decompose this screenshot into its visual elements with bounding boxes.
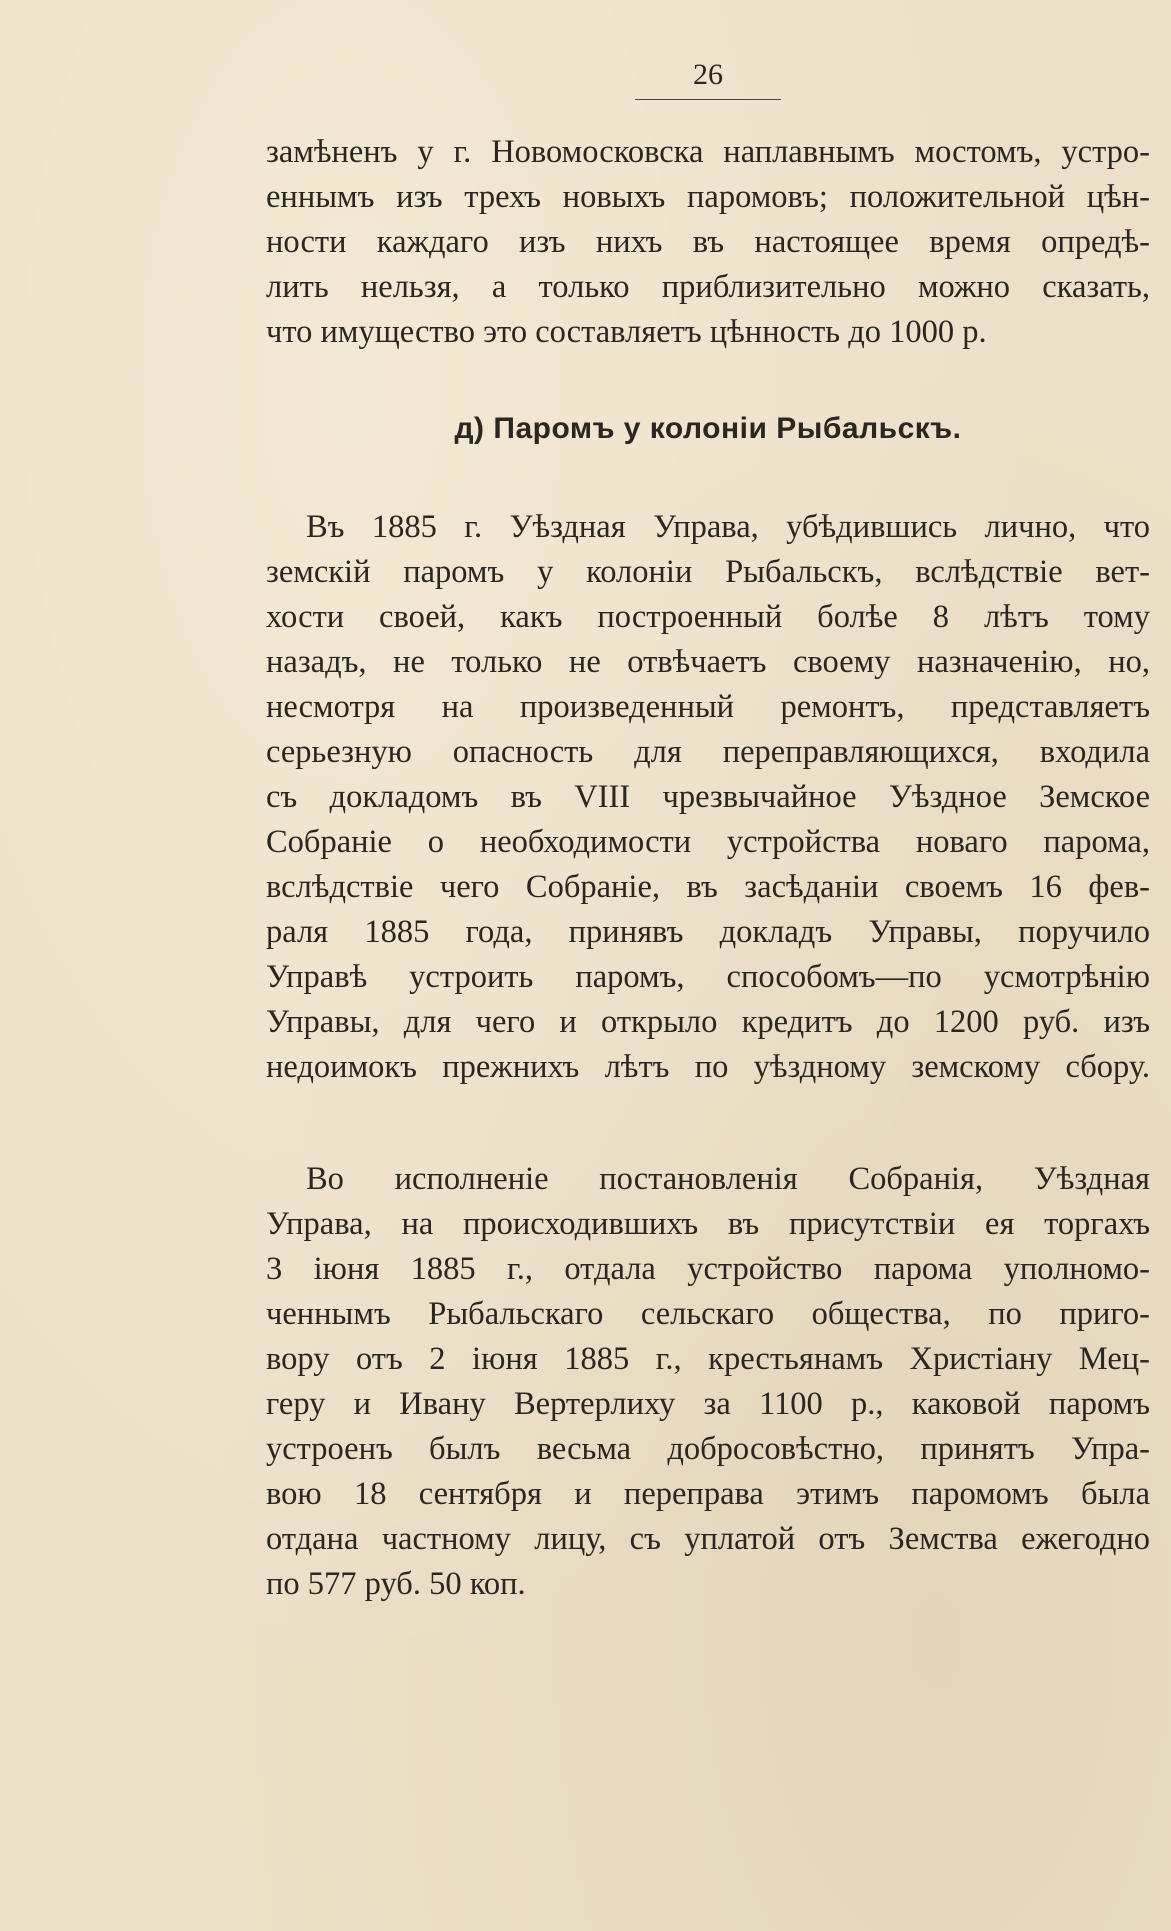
text-line: геру и Ивану Вертерлиху за 1100 р., каковой паромъ xyxy=(266,1386,1150,1422)
text-line: по 577 руб. 50 коп. xyxy=(266,1566,526,1602)
text-line: земскій паромъ у колоніи Рыбальскъ, вслѣдствіе вет- xyxy=(266,554,1150,590)
text-line: Управы, для чего и открыло кредитъ до 1200 руб. изъ xyxy=(266,1004,1150,1040)
text-line: вслѣдствіе чего Собраніе, въ засѣданіи своемъ 16 фев- xyxy=(266,869,1150,905)
text-line: Собраніе о необходимости устройства новаго парома, xyxy=(266,824,1150,860)
text-line: серьезную опасность для переправляющихся, входила xyxy=(266,734,1150,770)
text-line: ности каждаго изъ нихъ въ настоящее время опредѣ- xyxy=(266,224,1150,260)
text-line: несмотря на произведенный ремонтъ, представляетъ xyxy=(266,689,1150,725)
text-line: съ докладомъ въ VIII чрезвычайное Уѣздное Земское xyxy=(266,779,1150,815)
paragraph-ferry-report xyxy=(266,505,1150,1090)
section-heading: д) Паромъ у колоніи Рыбальскъ. xyxy=(454,412,962,445)
text-line: что имущество это составляетъ цѣнность до 1000 р. xyxy=(266,314,987,350)
text-line: устроенъ былъ весьма добросовѣстно, принятъ Упра- xyxy=(266,1431,1150,1467)
page-number: 26 xyxy=(693,58,723,91)
text-line: лить нельзя, а только приблизительно можно сказать, xyxy=(266,269,1150,305)
text-line: назадъ, не только не отвѣчаетъ своему назначенію, но, xyxy=(266,644,1150,680)
text-line: хости своей, какъ построенный болѣе 8 лѣтъ тому xyxy=(266,599,1150,635)
text-line: замѣненъ у г. Новомосковска наплавнымъ мостомъ, устро- xyxy=(266,134,1150,170)
text-line: Во исполненіе постановленія Собранія, Уѣздная xyxy=(306,1161,1150,1197)
text-line: раля 1885 года, принявъ докладъ Управы, поручило xyxy=(266,914,1150,950)
text-line: отдана частному лицу, съ уплатой отъ Земства ежегодно xyxy=(266,1521,1150,1557)
text-line: недоимокъ прежнихъ лѣтъ по уѣздному земскому сбору. xyxy=(266,1049,1150,1085)
text-line: Управа, на происходившихъ въ присутствіи ея торгахъ xyxy=(266,1206,1150,1242)
text-line: ченнымъ Рыбальскаго сельскаго общества, по приго- xyxy=(266,1296,1150,1332)
text-line: вою 18 сентября и переправа этимъ паромомъ была xyxy=(266,1476,1150,1512)
text-line: Въ 1885 г. Уѣздная Управа, убѣдившись лично, что xyxy=(306,509,1150,545)
page-number-rule xyxy=(635,99,781,100)
text-line: Управѣ устроить паромъ, способомъ—по усмотрѣнію xyxy=(266,959,1150,995)
paragraph-execution xyxy=(266,1157,1150,1607)
text-line: еннымъ изъ трехъ новыхъ паромовъ; положительной цѣн- xyxy=(266,179,1150,215)
text-line: вору отъ 2 іюня 1885 г., крестьянамъ Христіану Мец- xyxy=(266,1341,1150,1377)
paragraph-continued xyxy=(266,130,1150,355)
text-line: 3 іюня 1885 г., отдала устройство парома уполномо- xyxy=(266,1251,1150,1287)
